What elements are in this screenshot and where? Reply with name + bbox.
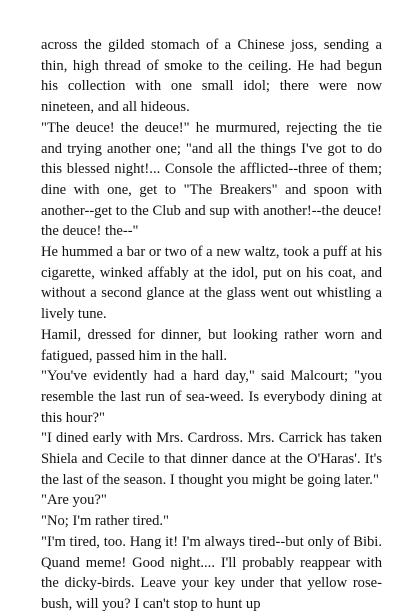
paragraph: "I dined early with Mrs. Cardross. Mrs. Carrick has taken Shiela and Cecile to that dinner dance at the O'Haras'. It's the last of the season. I thought you might be going later.": [41, 430, 382, 488]
paragraph: "No; I'm rather tired.": [41, 513, 170, 530]
paragraph: "The deuce! the deuce!" he murmured, rejecting the tie and trying another one; "and all the things I've got to do this blessed night!... Console the afflicted--three of them; dine with one, get to "The Breakers" and spoon with another--get to the Club and sup with another!--the deuce! the deuce! the--": [41, 119, 382, 240]
paragraph: "I'm tired, too. Hang it! I'm always tired--but only of Bibi. Quand meme! Good night.... I'll probably reappear with the dicky-birds. Leave your key under that yellow rose-bush, will you? I can't stop to hunt up: [41, 533, 382, 612]
paragraph: He hummed a bar or two of a new waltz, took a puff at his cigarette, winked affably at the idol, put on his coat, and without a second glance at the glass went out whistling a lively tune.: [41, 244, 382, 323]
paragraph: Hamil, dressed for dinner, but looking rather worn and fatigued, passed him in the hall.: [41, 326, 382, 364]
body-text: [41, 35, 382, 615]
paragraph: "Are you?": [41, 492, 107, 509]
paragraph: across the gilded stomach of a Chinese joss, sending a thin, high thread of smoke to the ceiling. He had begun his collection with one small idol; there were now nineteen, and all hideous.: [41, 37, 382, 116]
paragraph: "You've evidently had a hard day," said Malcourt; "you resemble the last run of sea-weed. Is everybody dining at this hour?": [41, 368, 382, 426]
